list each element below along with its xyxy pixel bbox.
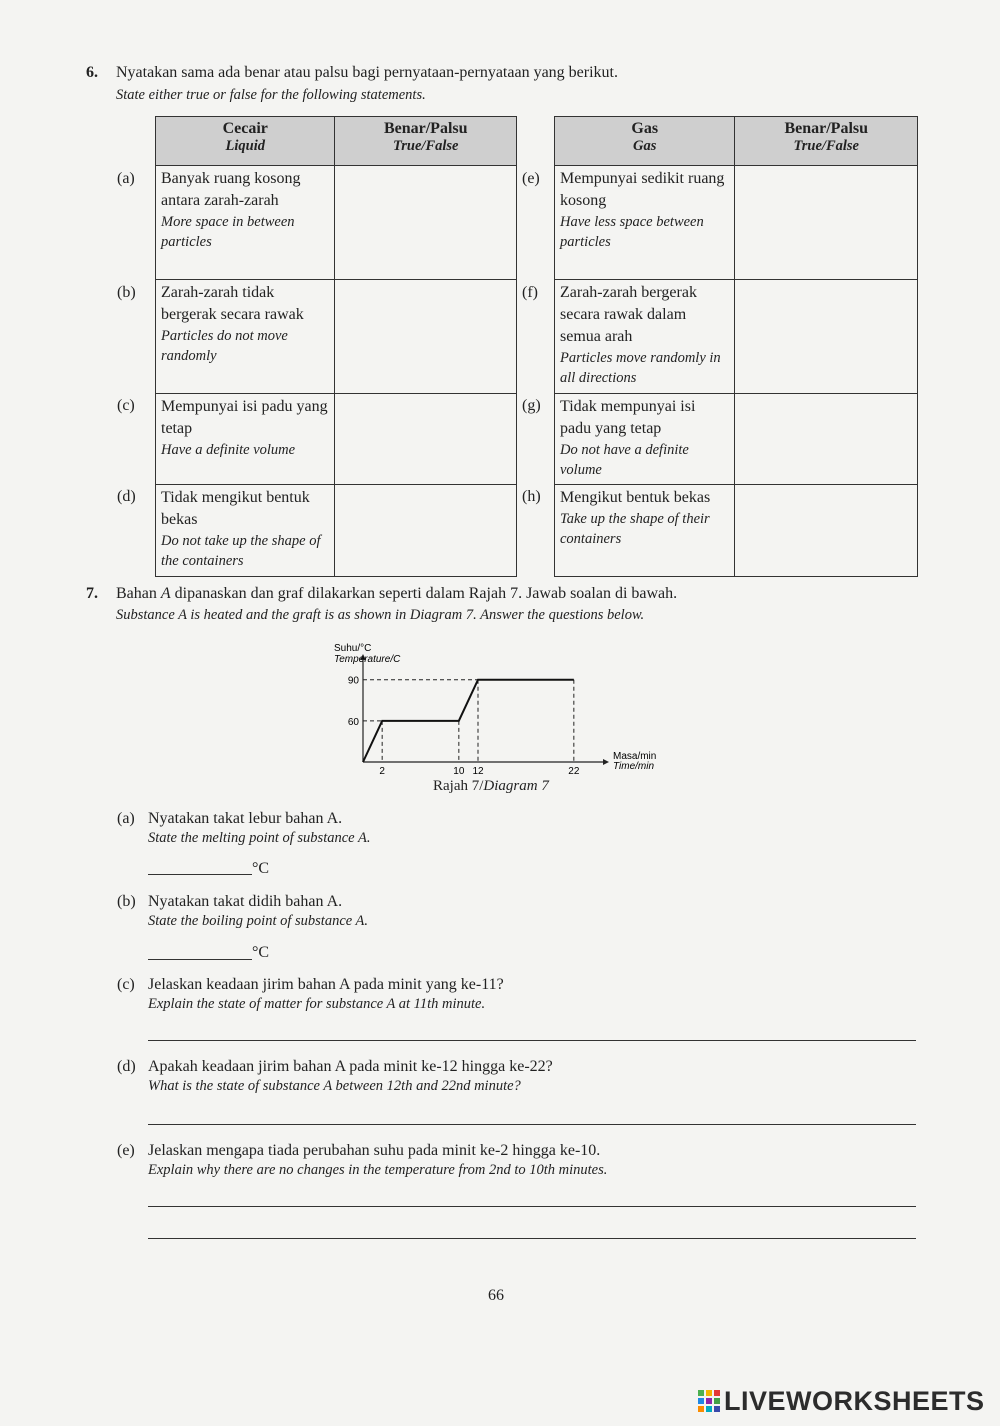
- x-tick-label-12: 12: [472, 766, 484, 777]
- liveworksheets-icon: [698, 1390, 720, 1412]
- statement-c: Mempunyai isi padu yang tetap Have a definite volume: [156, 394, 335, 485]
- x-axis-arrow: [603, 759, 609, 765]
- x-tick-label-2: 2: [379, 766, 385, 777]
- row-label-c: (c): [117, 397, 135, 414]
- x-tick-label-10: 10: [453, 766, 465, 777]
- row-label-g: (g): [522, 397, 541, 414]
- answer-cell-f[interactable]: [735, 280, 918, 394]
- q7-instruction-en: Substance A is heated and the graft is as shown in Diagram 7. Answer the questions below.: [116, 607, 645, 623]
- gas-table: [554, 116, 918, 577]
- q6-instruction: Nyatakan sama ada benar atau palsu bagi pernyataan-pernyataan yang berikut.: [116, 64, 618, 81]
- liveworksheets-logo: [698, 1386, 985, 1417]
- answer-cell-d[interactable]: [335, 485, 517, 577]
- sub-label-e: (e): [117, 1142, 135, 1159]
- answer-cell-g[interactable]: [735, 394, 918, 485]
- sub-label-c: (c): [117, 976, 135, 993]
- statement-d: Tidak mengikut bentuk bekas Do not take up the shape of the containers: [156, 485, 335, 577]
- statement-g: Tidak mempunyai isi padu yang tetap Do not have a definite volume: [555, 394, 735, 485]
- sub-label-d: (d): [117, 1058, 136, 1075]
- unit-a: °C: [252, 860, 270, 877]
- q7-instruction: Bahan A dipanaskan dan graf dilakarkan seperti dalam Rajah 7. Jawab soalan di bawah.: [116, 585, 678, 602]
- x-axis-label-en: Time/min: [613, 761, 655, 772]
- brand-name: LIVEWORKSHEETS: [724, 1386, 985, 1416]
- statement-b: Zarah-zarah tidak bergerak secara rawak Particles do not move randomly: [156, 280, 335, 394]
- row-label-b: (b): [117, 284, 136, 301]
- row-label-d: (d): [117, 488, 136, 505]
- q6-instruction-en: State either true or false for the following statements.: [116, 87, 426, 103]
- true-false-header: Benar/Palsu True/False: [335, 117, 517, 166]
- true-false-header-gas: Benar/Palsu True/False: [735, 117, 918, 166]
- answer-line-b[interactable]: [148, 959, 252, 960]
- row-label-h: (h): [522, 488, 541, 505]
- statement-h: Mengikut bentuk bekas Take up the shape of their containers: [555, 485, 735, 577]
- y-axis-label-en: Temperature/C: [334, 654, 401, 665]
- sub-question-d: Apakah keadaan jirim bahan A pada minit ke-12 hingga ke-22? What is the state of substance A between 12th and 22nd minute?: [148, 1058, 553, 1094]
- x-axis-label: Masa/min: [613, 751, 657, 762]
- page-number: 66: [488, 1287, 504, 1304]
- row-label-e: (e): [522, 170, 540, 187]
- answer-line-a[interactable]: [148, 874, 252, 875]
- answer-line-e2[interactable]: [148, 1238, 916, 1239]
- y-axis-label: Suhu/°C: [334, 643, 372, 654]
- answer-cell-c[interactable]: [335, 394, 517, 485]
- liquid-header: Cecair Liquid: [156, 117, 335, 166]
- row-label-a: (a): [117, 170, 135, 187]
- q7-number: 7.: [86, 585, 98, 602]
- answer-cell-e[interactable]: [735, 166, 918, 280]
- sub-label-a: (a): [117, 810, 135, 827]
- statement-f: Zarah-zarah bergerak secara rawak dalam semua arah Particles move randomly in all directions: [555, 280, 735, 394]
- unit-b: °C: [252, 944, 270, 961]
- gas-header: Gas Gas: [555, 117, 735, 166]
- sub-question-e: Jelaskan mengapa tiada perubahan suhu pada minit ke-2 hingga ke-10. Explain why there are no changes in the temperature from 2nd to 10th minutes.: [148, 1142, 608, 1178]
- liquid-table: [155, 116, 517, 577]
- sub-label-b: (b): [117, 893, 136, 910]
- row-label-f: (f): [522, 284, 538, 301]
- answer-line-e1[interactable]: [148, 1206, 916, 1207]
- answer-cell-h[interactable]: [735, 485, 918, 577]
- answer-cell-b[interactable]: [335, 280, 517, 394]
- y-tick-label-90: 90: [347, 675, 359, 687]
- x-tick-label-22: 22: [568, 766, 580, 777]
- temperature-time-graph: [320, 638, 660, 778]
- q6-number: 6.: [86, 64, 98, 81]
- statement-a: Banyak ruang kosong antara zarah-zarah More space in between particles: [156, 166, 335, 280]
- sub-question-c: Jelaskan keadaan jirim bahan A pada minit yang ke-11? Explain the state of matter for substance A at 11th minute.: [148, 976, 504, 1012]
- y-tick-label-60: 60: [347, 716, 359, 728]
- sub-question-b: Nyatakan takat didih bahan A. State the boiling point of substance A.: [148, 893, 369, 929]
- diagram-caption: Rajah 7/Diagram 7: [433, 778, 549, 794]
- statement-e: Mempunyai sedikit ruang kosong Have less space between particles: [555, 166, 735, 280]
- answer-cell-a[interactable]: [335, 166, 517, 280]
- answer-line-c[interactable]: [148, 1040, 916, 1041]
- answer-line-d[interactable]: [148, 1124, 916, 1125]
- sub-question-a: Nyatakan takat lebur bahan A. State the melting point of substance A.: [148, 810, 371, 846]
- heating-curve-line: [363, 680, 574, 762]
